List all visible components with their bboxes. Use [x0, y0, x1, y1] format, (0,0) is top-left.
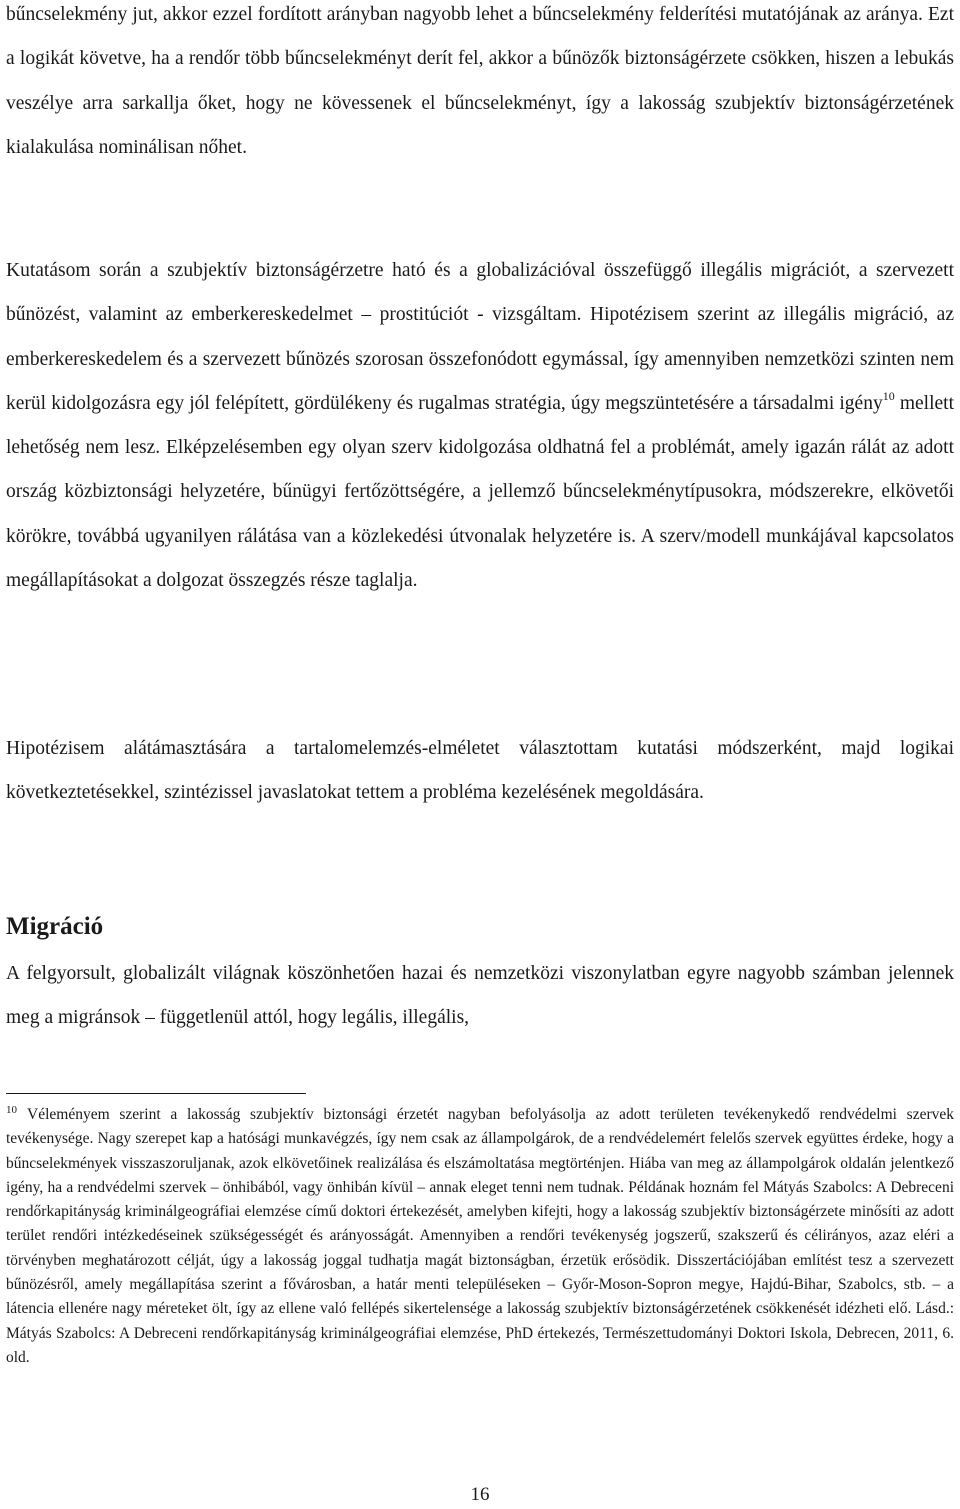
footnote-separator	[6, 1093, 306, 1094]
footnote-number: 10	[6, 1104, 17, 1116]
body-paragraph-3: Hipotézisem alátámasztására a tartalomelemzés-elméletet választottam kutatási módszerként, majd logikai következtetésekkel, szintézissel javaslatokat tettem a probléma kezelésének megoldására.	[6, 738, 954, 804]
paragraph-2-text-end: mellett lehetőség nem lesz. Elképzelésemben egy olyan szerv kidolgozása oldhatná fel a problémát, amely igazán rálát az adott ország közbiztonsági helyzetére, bűnügyi fertőzöttségére, a jellemző bűncselekménytípusokra, módszerekre, elkövetői körökre, továbbá ugyanilyen rálátása van a közlekedési útvonalak helyzetére is. A szerv/modell munkájával kapcsolatos megállapításokat a dolgozat összegzés része taglalja.	[6, 392, 954, 592]
body-paragraph-2	[6, 249, 954, 603]
page-number: 16	[470, 1484, 490, 1505]
footnote-reference[interactable]: 10	[882, 388, 895, 403]
footnote	[6, 1103, 954, 1370]
section-heading: Migráció	[6, 913, 104, 940]
body-paragraph-1: bűncselekmény jut, akkor ezzel fordított arányban nagyobb lehet a bűncselekmény felderítési mutatójának az aránya. Ezt a logikát követve, ha a rendőr több bűncselekményt derít fel, akkor a bűnözők biztonságérzete csökken, hiszen a lebukás veszélye arra sarkallja őket, hogy ne kövessenek el bűncselekményt, így a lakosság szubjektív biztonságérzetének kialakulása nominálisan nőhet.	[6, 4, 954, 158]
footnote-text: Véleményem szerint a lakosság szubjektív biztonsági érzetét nagyban befolyásolja az adott területen tevékenykedő rendvédelmi szervek tevékenysége. Nagy szerepet kap a hatósági munkavégzés, így nem csak az állampolgárok, de a rendvédelemért felelős szervek együttes érdeke, hogy a bűncselekmények visszaszoruljanak, azok elkövetőinek realizálása és elszámoltatása megtörténjen. Hiába van meg az állampolgárok oldalán jelentkező igény, ha a rendvédelmi szervek – önhibából, vagy önhibán kívül – annak eleget tenni nem tudnak. Példának hoznám fel Mátyás Szabolcs: A Debreceni rendőrkapitányság kriminálgeográfiai elemzése című doktori értekezését, amelyben kifejti, hogy a lakosság szubjektív biztonságérzete minősíti az adott terület rendőri intézkedéseinek szükségességét és arányosságát. Amennyiben a rendőri tevékenység jogszerű, szakszerű és célirányos, azaz eléri a törvényben meghatározott célját, úgy a lakosság joggal tudhatja magát biztonságban, érzetük erősödik. Disszertációjában említést tesz a szervezett bűnözésről, amely megállapítása szerint a fővárosban, a határ menti településeken – Győr-Moson-Sopron megye, Hajdú-Bihar, Szabolcs, stb. – a látencia ellenére nagy méreteket ölt, így az ellene való fellépés sikertelensége a lakosság szubjektív biztonságérzetének csökkenését idézheti elő. Lásd.: Mátyás Szabolcs: A Debreceni rendőrkapitányság kriminálgeográfiai elemzése, PhD értekezés, Természettudományi Doktori Iskola, Debrecen, 2011, 6. old.	[6, 1106, 954, 1366]
paragraph-2-text-start: Kutatásom során a szubjektív biztonságérzetre ható és a globalizációval összefüggő illegális migrációt, a szervezett bűnözést, valamint az emberkereskedelmet – prostitúciót - vizsgáltam. Hipotézisem szerint az illegális migráció, az emberkereskedelem és a szervezett bűnözés szorosan összefonódott egymással, így amennyiben nemzetközi szinten nem kerül kidolgozásra egy jól felépített, gördülékeny és rugalmas stratégia, úgy megszüntetésére a társadalmi igény	[6, 260, 954, 414]
body-paragraph-4: A felgyorsult, globalizált világnak köszönhetően hazai és nemzetközi viszonylatban egyre nagyobb számban jelennek meg a migránsok – függetlenül attól, hogy legális, illegális,	[6, 963, 954, 1029]
